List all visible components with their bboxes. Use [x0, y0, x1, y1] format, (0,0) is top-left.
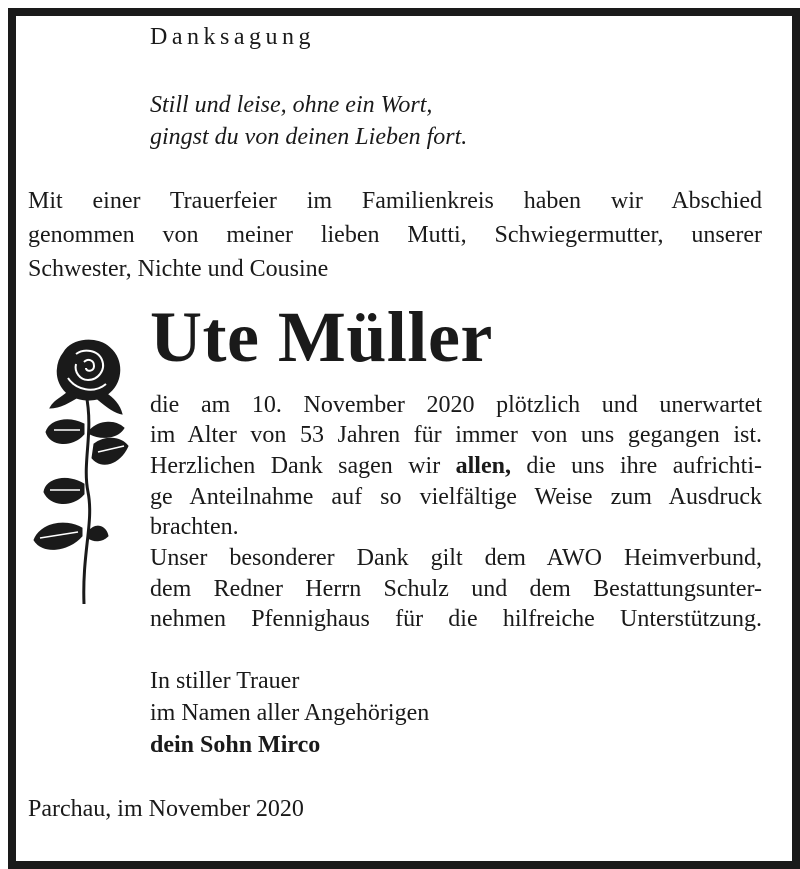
intro-line-1: Mit einer Trauerfeier im Familienkreis haben wir Abschied — [28, 188, 762, 214]
body-line-4: ge Anteilnahme auf so vielfältige Weise zum Ausdruck — [150, 484, 762, 510]
place-date: Parchau, im November 2020 — [28, 796, 304, 822]
heading: Danksagung — [150, 24, 315, 50]
body-line-2: im Alter von 53 Jahren für immer von uns gegangen ist. — [150, 422, 762, 448]
body-line-6: Unser besonderer Dank gilt dem AWO Heimverbund, — [150, 545, 762, 571]
body-line-7: dem Redner Herrn Schulz und dem Bestattungsunter- — [150, 576, 762, 602]
body-line-3-start: Herzlichen Dank sagen wir — [150, 453, 456, 479]
poem-line-1: Still und leise, ohne ein Wort, — [150, 92, 433, 118]
poem-line-2: gingst du von deinen Lieben fort. — [150, 124, 468, 150]
body-line-8: nehmen Pfennighaus für die hilfreiche Unterstützung. — [150, 606, 762, 632]
signature-line-2: im Namen aller Angehörigen — [150, 700, 430, 726]
body-line-1: die am 10. November 2020 plötzlich und unerwartet — [150, 392, 762, 418]
intro-line-2: genommen von meiner lieben Mutti, Schwiegermutter, unserer — [28, 222, 762, 248]
deceased-name: Ute Müller — [150, 297, 493, 377]
body-line-3-end: die uns ihre aufrichti- — [510, 453, 762, 479]
body-line-3 — [150, 453, 762, 480]
rose-icon — [24, 332, 134, 612]
emphasis-allen: allen, — [455, 453, 511, 479]
signature-name: dein Sohn Mirco — [150, 732, 321, 758]
signature-line-1: In stiller Trauer — [150, 668, 300, 694]
body-line-5: brachten. — [150, 514, 239, 540]
intro-line-3: Schwester, Nichte und Cousine — [28, 256, 329, 282]
